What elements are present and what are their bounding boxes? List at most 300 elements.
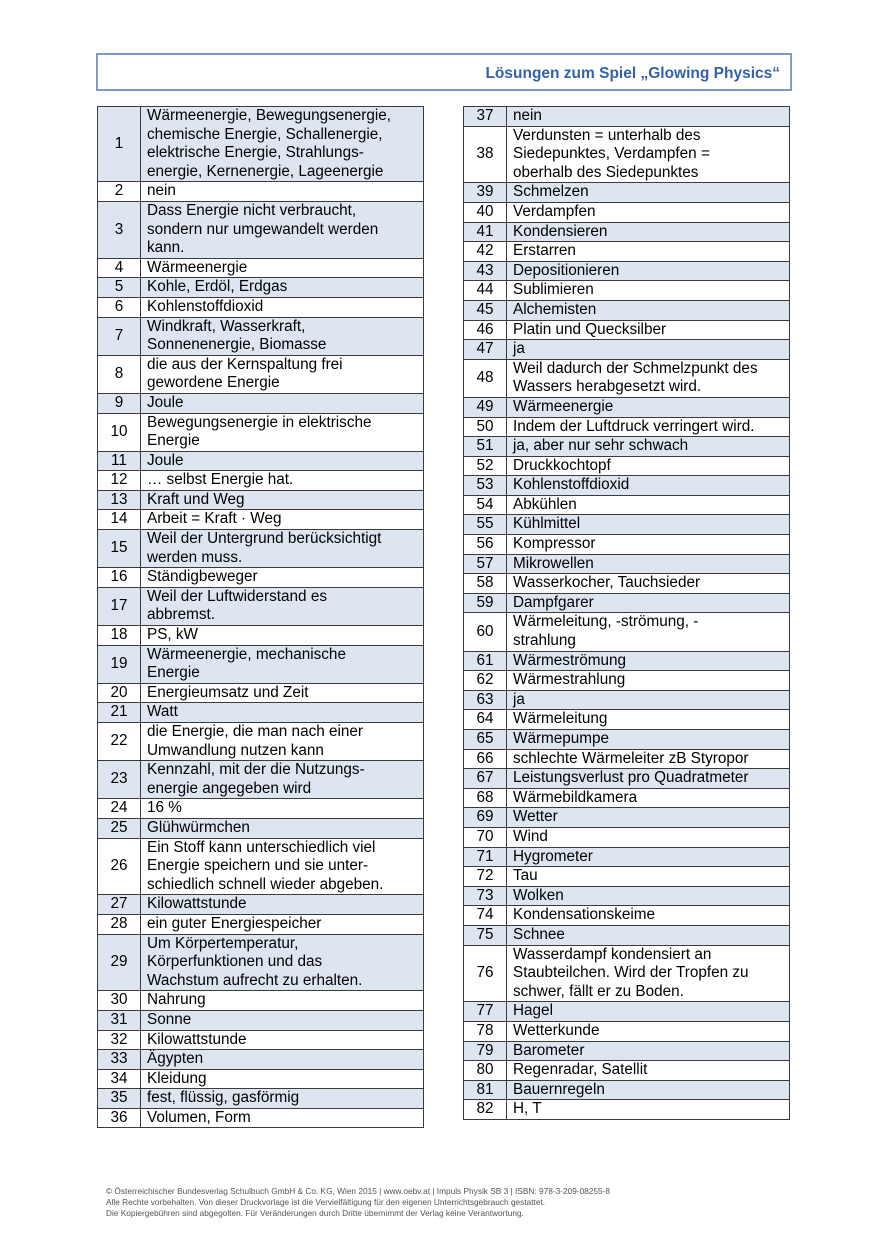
table-row — [98, 761, 424, 799]
answer-number: 32 — [98, 1030, 141, 1050]
table-row — [464, 397, 790, 417]
answer-number: 52 — [464, 456, 507, 476]
answer-number: 20 — [98, 683, 141, 703]
answer-line: ja, aber nur sehr schwach — [513, 437, 689, 455]
answer-text — [507, 417, 790, 437]
footer-disclaimer: Die Kopiergebühren sind abgegolten. Für Veränderungen durch Dritte übernimmt der Verlag keine Verantwortung. — [106, 1208, 524, 1218]
answer-line: Energie speichern und sie unter- — [147, 857, 369, 875]
answer-text — [141, 683, 424, 703]
table-row — [98, 258, 424, 278]
table-row — [464, 1100, 790, 1120]
answer-number: 73 — [464, 886, 507, 906]
table-row — [464, 867, 790, 887]
answer-line: H, T — [513, 1100, 542, 1118]
answer-line: Staubteilchen. Wird der Tropfen zu — [513, 964, 749, 982]
table-row — [98, 1089, 424, 1109]
answer-number: 9 — [98, 393, 141, 413]
answer-line: gewordene Energie — [147, 374, 280, 392]
table-row — [464, 476, 790, 496]
table-row — [464, 107, 790, 127]
answer-line: Wärmeleitung — [513, 710, 608, 728]
answer-text — [507, 515, 790, 535]
answer-number: 15 — [98, 530, 141, 568]
table-row — [464, 554, 790, 574]
answer-line: die aus der Kernspaltung frei — [147, 355, 343, 373]
answer-text — [141, 645, 424, 683]
answer-number: 54 — [464, 495, 507, 515]
table-row — [98, 703, 424, 723]
answer-number: 14 — [98, 510, 141, 530]
answer-line: Druckkochtopf — [513, 456, 611, 474]
answer-line: Erstarren — [513, 242, 576, 260]
table-row — [98, 895, 424, 915]
answer-text — [141, 1010, 424, 1030]
answer-number: 42 — [464, 242, 507, 262]
answer-line: Umwandlung nutzen kann — [147, 741, 324, 759]
answer-line: Siedepunktes, Verdampfen = — [513, 145, 710, 163]
answer-number: 78 — [464, 1021, 507, 1041]
answer-number: 70 — [464, 827, 507, 847]
answer-line: Kilowattstunde — [147, 895, 247, 913]
answer-line: Kraft und Weg — [147, 490, 245, 508]
answer-line: abbremst. — [147, 606, 216, 624]
answer-number: 11 — [98, 451, 141, 471]
answer-number: 41 — [464, 222, 507, 242]
answer-text — [141, 258, 424, 278]
answer-line: Wärmeenergie — [513, 397, 614, 415]
table-row — [98, 297, 424, 317]
answer-line: Wärmeenergie, Bewegungsenergie, — [147, 107, 392, 124]
table-row — [98, 645, 424, 683]
table-row — [98, 799, 424, 819]
answer-line: Leistungsverlust pro Quadratmeter — [513, 769, 749, 787]
answer-number: 29 — [98, 934, 141, 991]
answer-text — [141, 799, 424, 819]
answer-text — [507, 945, 790, 1002]
answer-text — [507, 359, 790, 397]
table-row — [98, 355, 424, 393]
answer-text — [141, 761, 424, 799]
header-box — [96, 53, 792, 91]
table-row — [98, 201, 424, 258]
answer-text — [507, 126, 790, 183]
answer-text — [141, 1108, 424, 1128]
answer-text — [141, 568, 424, 588]
footer-rights: Alle Rechte vorbehalten. Von dieser Druckvorlage ist die Vervielfältigung für den eigenen Unterrichtsgebrauch gestattet. — [106, 1197, 546, 1207]
answer-text — [507, 671, 790, 691]
table-row — [464, 788, 790, 808]
table-row — [98, 723, 424, 761]
table-row — [464, 847, 790, 867]
answer-line: Wetterkunde — [513, 1021, 600, 1039]
answer-number: 53 — [464, 476, 507, 496]
table-row — [464, 690, 790, 710]
answer-line: ein guter Energiespeicher — [147, 914, 322, 932]
answer-line: Volumen, Form — [147, 1108, 251, 1126]
answer-line: Barometer — [513, 1041, 585, 1059]
answer-text — [141, 393, 424, 413]
table-row — [464, 515, 790, 535]
answer-text — [507, 690, 790, 710]
answer-number: 31 — [98, 1010, 141, 1030]
answer-number: 1 — [98, 107, 141, 182]
table-row — [464, 1021, 790, 1041]
answer-number: 67 — [464, 769, 507, 789]
answer-text — [141, 895, 424, 915]
answer-text — [507, 788, 790, 808]
table-row — [464, 671, 790, 691]
answer-text — [507, 535, 790, 555]
answer-number: 40 — [464, 202, 507, 222]
table-row — [98, 451, 424, 471]
answer-line: Ein Stoff kann unterschiedlich viel — [147, 838, 376, 856]
answer-line: Dass Energie nicht verbraucht, — [147, 201, 357, 219]
answer-text — [507, 202, 790, 222]
answer-text — [141, 991, 424, 1011]
answer-line: Dampfgarer — [513, 593, 594, 611]
answer-text — [507, 495, 790, 515]
answer-number: 66 — [464, 749, 507, 769]
answer-line: Regenradar, Satellit — [513, 1061, 648, 1079]
table-row — [464, 417, 790, 437]
answer-text — [507, 320, 790, 340]
answer-line: energie angegeben wird — [147, 779, 312, 797]
table-row — [98, 317, 424, 355]
answer-number: 50 — [464, 417, 507, 437]
answer-line: ja — [513, 690, 525, 708]
answer-text — [507, 340, 790, 360]
table-row — [464, 320, 790, 340]
answer-text — [507, 222, 790, 242]
answer-text — [507, 437, 790, 457]
answer-line: Wasserdampf kondensiert an — [513, 945, 712, 963]
answer-line: Wärmeenergie, mechanische — [147, 645, 346, 663]
answer-line: Nahrung — [147, 991, 206, 1009]
answer-text — [141, 1089, 424, 1109]
answer-line: Kohle, Erdöl, Erdgas — [147, 278, 288, 296]
answer-line: Alchemisten — [513, 300, 597, 318]
answer-line: elektrische Energie, Strahlungs- — [147, 144, 364, 162]
table-row — [464, 769, 790, 789]
answer-line: Wetter — [513, 808, 558, 826]
answer-line: Kondensieren — [513, 222, 608, 240]
answer-line: Energie — [147, 432, 200, 450]
answer-line: oberhalb des Siedepunktes — [513, 163, 699, 181]
answer-text — [507, 456, 790, 476]
answer-number: 36 — [98, 1108, 141, 1128]
table-row — [464, 126, 790, 183]
answer-number: 24 — [98, 799, 141, 819]
answer-number: 62 — [464, 671, 507, 691]
table-row — [464, 749, 790, 769]
answer-line: Kondensationskeime — [513, 906, 656, 924]
answer-number: 22 — [98, 723, 141, 761]
answer-line: Wassers herabgesetzt wird. — [513, 378, 702, 396]
table-row — [98, 182, 424, 202]
answer-number: 68 — [464, 788, 507, 808]
answer-number: 82 — [464, 1100, 507, 1120]
answer-line: fest, flüssig, gasförmig — [147, 1089, 300, 1107]
table-row — [98, 1010, 424, 1030]
answer-line: Kilowattstunde — [147, 1030, 247, 1048]
table-row — [98, 278, 424, 298]
table-row — [464, 300, 790, 320]
answer-text — [507, 730, 790, 750]
table-row — [98, 818, 424, 838]
answer-number: 34 — [98, 1069, 141, 1089]
answer-line: Arbeit = Kraft · Weg — [147, 510, 282, 528]
answers-table-left — [97, 106, 424, 1128]
answer-line: Schmelzen — [513, 183, 589, 201]
table-row — [464, 359, 790, 397]
table-row — [464, 730, 790, 750]
answer-number: 3 — [98, 201, 141, 258]
answer-line: nein — [513, 107, 542, 124]
table-row — [98, 1108, 424, 1128]
answer-line: Indem der Luftdruck verringert wird. — [513, 417, 755, 435]
answer-text — [507, 1061, 790, 1081]
answer-line: die Energie, die man nach einer — [147, 723, 363, 740]
table-row — [98, 471, 424, 491]
answer-text — [507, 651, 790, 671]
answer-line: kann. — [147, 239, 185, 257]
answer-line: Ägypten — [147, 1050, 204, 1068]
table-row — [464, 1041, 790, 1061]
answer-number: 17 — [98, 587, 141, 625]
answer-number: 76 — [464, 945, 507, 1002]
answer-text — [507, 847, 790, 867]
answer-number: 60 — [464, 613, 507, 651]
answer-line: Joule — [147, 393, 184, 411]
answer-text — [141, 490, 424, 510]
table-row — [464, 945, 790, 1002]
answer-number: 44 — [464, 281, 507, 301]
answer-text — [141, 107, 424, 182]
answer-line: Tau — [513, 867, 538, 885]
table-row — [464, 651, 790, 671]
table-row — [98, 1069, 424, 1089]
table-row — [464, 202, 790, 222]
answer-text — [141, 703, 424, 723]
answer-number: 21 — [98, 703, 141, 723]
answer-number: 4 — [98, 258, 141, 278]
answer-number: 26 — [98, 838, 141, 895]
answer-line: 16 % — [147, 799, 182, 817]
answer-line: Windkraft, Wasserkraft, — [147, 317, 306, 335]
table-row — [98, 914, 424, 934]
answer-line: strahlung — [513, 632, 576, 650]
answer-number: 12 — [98, 471, 141, 491]
answer-number: 58 — [464, 574, 507, 594]
table-row — [464, 808, 790, 828]
answer-line: Wärmeenergie — [147, 258, 248, 276]
table-row — [464, 495, 790, 515]
answer-text — [141, 934, 424, 991]
answer-number: 61 — [464, 651, 507, 671]
footer-copyright: © Österreichischer Bundesverlag Schulbuch GmbH & Co. KG, Wien 2015 | www.oebv.at | Impuls Physik SB 3 | ISBN: 978-3-209-08255-8 — [106, 1186, 611, 1196]
answer-text — [507, 1021, 790, 1041]
answer-number: 64 — [464, 710, 507, 730]
table-row — [98, 107, 424, 182]
table-row — [464, 183, 790, 203]
answer-line: Verdampfen — [513, 202, 596, 220]
answer-line: Wärmebildkamera — [513, 788, 638, 806]
answer-line: Wärmepumpe — [513, 730, 610, 747]
answer-text — [507, 867, 790, 887]
answer-text — [507, 574, 790, 594]
answer-number: 57 — [464, 554, 507, 574]
table-row — [464, 535, 790, 555]
answer-number: 13 — [98, 490, 141, 510]
table-row — [98, 490, 424, 510]
table-row — [98, 626, 424, 646]
table-row — [98, 683, 424, 703]
page-title: Lösungen zum Spiel „Glowing Physics“ — [485, 65, 780, 82]
answer-number: 71 — [464, 847, 507, 867]
answer-line: sondern nur umgewandelt werden — [147, 220, 379, 238]
answer-text — [141, 1050, 424, 1070]
table-row — [464, 574, 790, 594]
answer-text — [141, 451, 424, 471]
answer-number: 33 — [98, 1050, 141, 1070]
answer-line: schlechte Wärmeleiter zB Styropor — [513, 749, 749, 767]
answer-number: 5 — [98, 278, 141, 298]
answer-number: 56 — [464, 535, 507, 555]
answer-line: Sublimieren — [513, 281, 594, 299]
answer-number: 49 — [464, 397, 507, 417]
answer-text — [507, 476, 790, 496]
answer-number: 43 — [464, 261, 507, 281]
answer-text — [141, 278, 424, 298]
answer-text — [141, 510, 424, 530]
answer-line: Kohlenstoffdioxid — [147, 297, 264, 315]
answer-number: 37 — [464, 107, 507, 127]
answer-text — [141, 587, 424, 625]
table-row — [464, 456, 790, 476]
answer-number: 79 — [464, 1041, 507, 1061]
answer-line: Kleidung — [147, 1069, 207, 1087]
table-row — [98, 1030, 424, 1050]
table-row — [98, 530, 424, 568]
table-row — [464, 261, 790, 281]
answer-text — [141, 1069, 424, 1089]
table-row — [98, 568, 424, 588]
table-row — [98, 838, 424, 895]
table-row — [464, 222, 790, 242]
answer-text — [507, 300, 790, 320]
answer-line: Energie — [147, 664, 200, 682]
answer-text — [507, 242, 790, 262]
answer-line: Weil der Luftwiderstand es — [147, 587, 327, 605]
answer-line: Ständigbeweger — [147, 568, 258, 586]
answer-text — [507, 613, 790, 651]
answer-line: Wärmeleitung, -strömung, - — [513, 613, 699, 631]
answer-line: Platin und Quecksilber — [513, 320, 667, 338]
table-row — [464, 710, 790, 730]
answer-line: Wind — [513, 827, 548, 845]
table-row — [464, 437, 790, 457]
answer-line: Watt — [147, 703, 178, 721]
answer-line: Glühwürmchen — [147, 818, 250, 836]
answer-line: Kohlenstoffdioxid — [513, 476, 630, 494]
answer-text — [141, 355, 424, 393]
answer-line: Depositionieren — [513, 261, 620, 279]
answer-number: 38 — [464, 126, 507, 183]
answer-line: Um Körpertemperatur, — [147, 934, 299, 952]
answer-text — [141, 471, 424, 491]
answer-number: 7 — [98, 317, 141, 355]
answer-text — [507, 1041, 790, 1061]
answer-number: 47 — [464, 340, 507, 360]
answer-number: 8 — [98, 355, 141, 393]
answer-line: Mikrowellen — [513, 554, 594, 572]
answer-line: schiedlich schnell wieder abgeben. — [147, 875, 384, 893]
answer-text — [507, 1002, 790, 1022]
answer-line: Abkühlen — [513, 495, 577, 513]
answer-text — [507, 281, 790, 301]
answer-number: 27 — [98, 895, 141, 915]
answer-text — [507, 183, 790, 203]
answer-number: 19 — [98, 645, 141, 683]
answer-number: 45 — [464, 300, 507, 320]
answer-line: Wasserkocher, Tauchsieder — [513, 574, 701, 592]
answer-number: 25 — [98, 818, 141, 838]
answer-text — [507, 107, 790, 127]
table-row — [464, 593, 790, 613]
answer-line: Wachstum aufrecht zu erhalten. — [147, 971, 363, 989]
answer-line: Körperfunktionen und das — [147, 953, 323, 971]
answer-number: 65 — [464, 730, 507, 750]
answer-number: 63 — [464, 690, 507, 710]
answer-number: 23 — [98, 761, 141, 799]
answer-number: 51 — [464, 437, 507, 457]
answer-text — [141, 838, 424, 895]
answer-number: 69 — [464, 808, 507, 828]
answer-number: 39 — [464, 183, 507, 203]
answer-number: 72 — [464, 867, 507, 887]
answer-text — [507, 769, 790, 789]
table-row — [98, 413, 424, 451]
table-row — [464, 281, 790, 301]
answer-line: Wolken — [513, 886, 564, 904]
answer-text — [141, 413, 424, 451]
answer-text — [141, 297, 424, 317]
table-row — [464, 613, 790, 651]
answer-number: 48 — [464, 359, 507, 397]
answer-number: 74 — [464, 906, 507, 926]
answer-line: Hygrometer — [513, 847, 593, 865]
answer-text — [507, 261, 790, 281]
answer-text — [141, 914, 424, 934]
answer-text — [141, 626, 424, 646]
answer-line: werden muss. — [147, 548, 243, 566]
answer-text — [507, 397, 790, 417]
table-row — [464, 1002, 790, 1022]
answer-line: Verdunsten = unterhalb des — [513, 126, 701, 144]
answer-line: ja — [513, 340, 525, 358]
answer-text — [507, 749, 790, 769]
answer-text — [507, 554, 790, 574]
answer-text — [507, 1080, 790, 1100]
table-row — [98, 393, 424, 413]
answer-text — [141, 1030, 424, 1050]
answer-number: 28 — [98, 914, 141, 934]
answer-text — [507, 827, 790, 847]
answer-line: Bauernregeln — [513, 1080, 605, 1098]
table-row — [464, 1061, 790, 1081]
table-row — [464, 242, 790, 262]
answer-line: PS, kW — [147, 626, 198, 644]
